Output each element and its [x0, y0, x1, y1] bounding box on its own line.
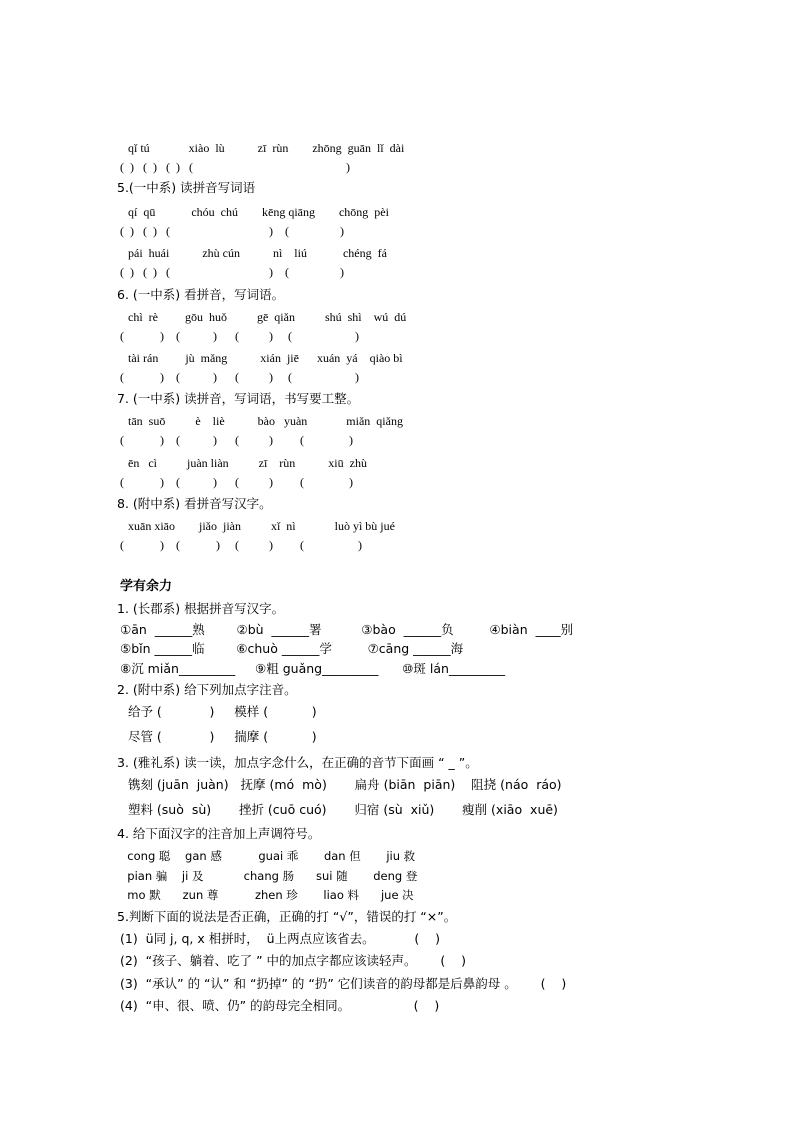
- question-1-heading: 1. (长郡系) 根据拼音写汉字。: [117, 601, 285, 616]
- question-1-row-2: ⑤bǐn ______临 ⑥chuò ______学 ⑦cāng ______海: [120, 641, 464, 656]
- answer-row-6: ( ) ( ) ( ) ( ): [120, 433, 353, 447]
- question-4-row-3: mo 默 zun 尊 zhen 珍 liao 料 jue 决: [120, 888, 414, 902]
- pinyin-row-3: pái huái zhù cún nì liú chéng fá: [122, 246, 387, 260]
- pinyin-row-7: ēn cì juàn liàn zī rùn xiū zhù: [122, 456, 367, 470]
- question-4-heading: 4. 给下面汉字的注音加上声调符号。: [117, 826, 321, 841]
- question-2-row-1: 给予 ( ) 模样 ( ): [120, 704, 317, 719]
- question-5-item-1: (1) ü同 j, q, x 相拼时， ü上两点应该省去。 ( ): [120, 931, 440, 946]
- section-heading-6: 6. (一中系) 看拼音，写词语。: [117, 287, 285, 302]
- question-4-row-2: pian 骗 ji 及 chang 肠 sui 随 deng 登: [120, 869, 418, 883]
- section-heading-8: 8. (附中系) 看拼音写汉字。: [117, 496, 272, 511]
- pinyin-row-4: chì rè gōu huǒ gē qiǎn shú shì wú dú: [122, 310, 407, 324]
- question-3-heading: 3. (雅礼系) 读一读，加点字念什么，在正确的音节下面画 “ _ ”。: [117, 755, 478, 770]
- question-3-row-2: 塑料 (suò sù) 挫折 (cuō cuó) 归宿 (sù xiǔ) 瘦削 (xiāo xuē): [120, 802, 558, 817]
- answer-row-2: ( ) ( ) ( ) ( ): [120, 224, 344, 238]
- section-heading-7: 7. (一中系) 读拼音，写词语，书写要工整。: [117, 391, 360, 406]
- question-5-item-4: (4) “申、很、喷、仍” 的韵母完全相同。 ( ): [120, 998, 440, 1013]
- question-4-row-1: cong 聪 gan 感 guai 乖 dan 但 jiu 救: [120, 849, 416, 863]
- pinyin-row-8: xuān xiāo jiǎo jiàn xǐ nì luò yì bù jué: [122, 519, 395, 533]
- question-1-row-1: ①ān ______熟 ②bù ______署 ③bào ______负 ④biàn ____别: [120, 622, 574, 637]
- question-3-row-1: 镌刻 (juān juàn) 抚摩 (mó mò) 扁舟 (biān piān) 阻挠 (náo ráo): [120, 777, 562, 792]
- question-5-item-3: (3) “承认” 的 “认” 和 “扔掉” 的 “扔” 它们读音的韵母都是后鼻韵母 。 ( ): [120, 976, 567, 991]
- pinyin-row-2: qí qū chóu chú kēng qiāng chōng pèi: [122, 205, 389, 219]
- question-5-heading: 5.判断下面的说法是否正确，正确的打 “√”，错误的打 “×”。: [117, 909, 457, 924]
- question-2-row-2: 尽管 ( ) 揣摩 ( ): [120, 729, 317, 744]
- answer-row-3: ( ) ( ) ( ) ( ): [120, 265, 344, 279]
- answer-row-7: ( ) ( ) ( ) ( ): [120, 475, 353, 489]
- answer-row-1: ( ) ( ) ( ) ( ): [120, 160, 350, 174]
- question-2-heading: 2. (附中系) 给下列加点字注音。: [117, 682, 297, 697]
- question-5-item-2: (2) “孩子、躺着、吃了 ” 中的加点字都应该读轻声。 ( ): [120, 953, 467, 968]
- pinyin-row-5: tài rán jù mǎng xián jiē xuán yá qiào bì: [122, 351, 403, 365]
- section-title-extra: 学有余力: [120, 579, 173, 594]
- section-heading-5: 5.(一中系) 读拼音写词语: [117, 180, 256, 195]
- answer-row-5: ( ) ( ) ( ) ( ): [120, 370, 359, 384]
- pinyin-row-1: qǐ tú xiào lù zī rùn zhōng guān lǐ dài: [122, 141, 405, 155]
- pinyin-row-6: tān suō è liè bào yuàn miǎn qiǎng: [122, 414, 403, 428]
- question-1-row-3: ⑧沉 miǎn_________ ⑨粗 guǎng_________ ⑩斑 lán_________: [120, 661, 506, 676]
- answer-row-4: ( ) ( ) ( ) ( ): [120, 329, 359, 343]
- answer-row-8: ( ) ( ) ( ) ( ): [120, 538, 362, 552]
